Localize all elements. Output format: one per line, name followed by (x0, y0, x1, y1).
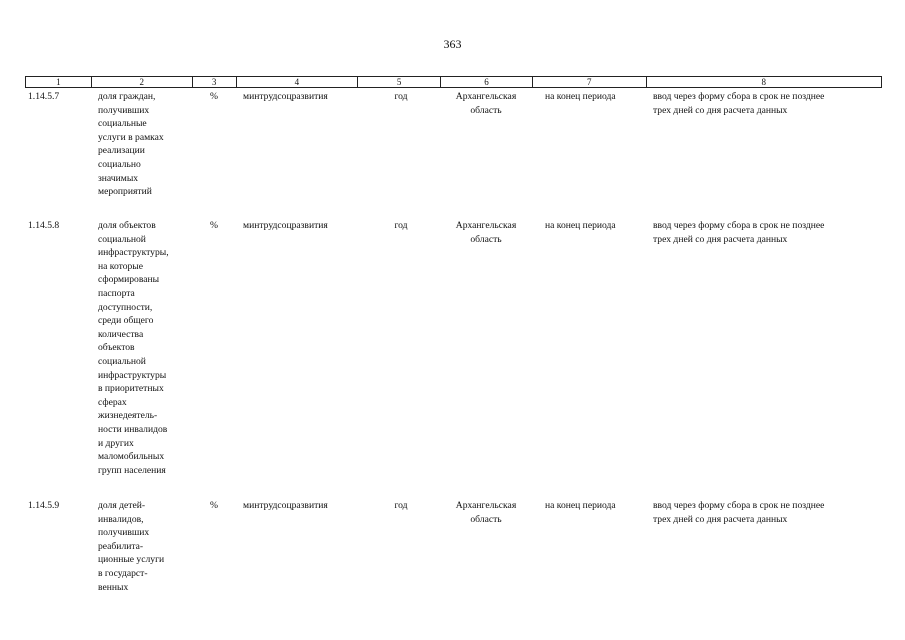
column-header: 2 (92, 77, 193, 87)
indicator-unit: % (210, 91, 218, 102)
column-header: 7 (533, 77, 647, 87)
column-header: 4 (237, 77, 359, 87)
responsible-agency: минтрудсоцразвития (243, 500, 328, 511)
column-header: 3 (193, 77, 237, 87)
indicator-name: доля граждан, получивших социальные услуги в рамках реализации социально значимых мероприятий (98, 91, 164, 198)
responsible-agency: минтрудсоцразвития (243, 220, 328, 231)
indicator-unit: % (210, 500, 218, 511)
indicator-name: доля объектов социальной инфраструктуры, на которые сформированы паспорта доступности, среди общего количества объектов социальной инфраструктуры в приоритетных сферах жизнедеятель- ности инвалидов и других маломобильных групп населения (98, 220, 169, 476)
indicator-name: доля детей- инвалидов, получивших реабилита- ционные услуги в государст- венных (98, 500, 165, 593)
indicator-code: 1.14.5.8 (28, 220, 60, 231)
indicator-unit: % (210, 220, 218, 231)
time-characteristic: на конец периода (545, 91, 616, 102)
column-header: 1 (26, 77, 92, 87)
table-header (25, 76, 882, 88)
collection-method: ввод через форму сбора в срок не позднее трех дней со дня расчета данных (653, 500, 825, 525)
indicator-code: 1.14.5.7 (28, 91, 60, 102)
time-characteristic: на конец периода (545, 500, 616, 511)
column-header: 5 (358, 77, 441, 87)
reporting-period: год (394, 500, 408, 511)
collection-method: ввод через форму сбора в срок не позднее трех дней со дня расчета данных (653, 91, 825, 116)
time-characteristic: на конец периода (545, 220, 616, 231)
column-header: 6 (441, 77, 533, 87)
reporting-period: год (394, 91, 408, 102)
column-header: 8 (761, 77, 767, 87)
territory: Архангельская область (455, 220, 517, 245)
collection-method: ввод через форму сбора в срок не позднее трех дней со дня расчета данных (653, 220, 825, 245)
indicator-code: 1.14.5.9 (28, 500, 60, 511)
territory: Архангельская область (455, 91, 517, 116)
responsible-agency: минтрудсоцразвития (243, 91, 328, 102)
reporting-period: год (394, 220, 408, 231)
territory: Архангельская область (455, 500, 517, 525)
page-number: 363 (443, 37, 462, 51)
